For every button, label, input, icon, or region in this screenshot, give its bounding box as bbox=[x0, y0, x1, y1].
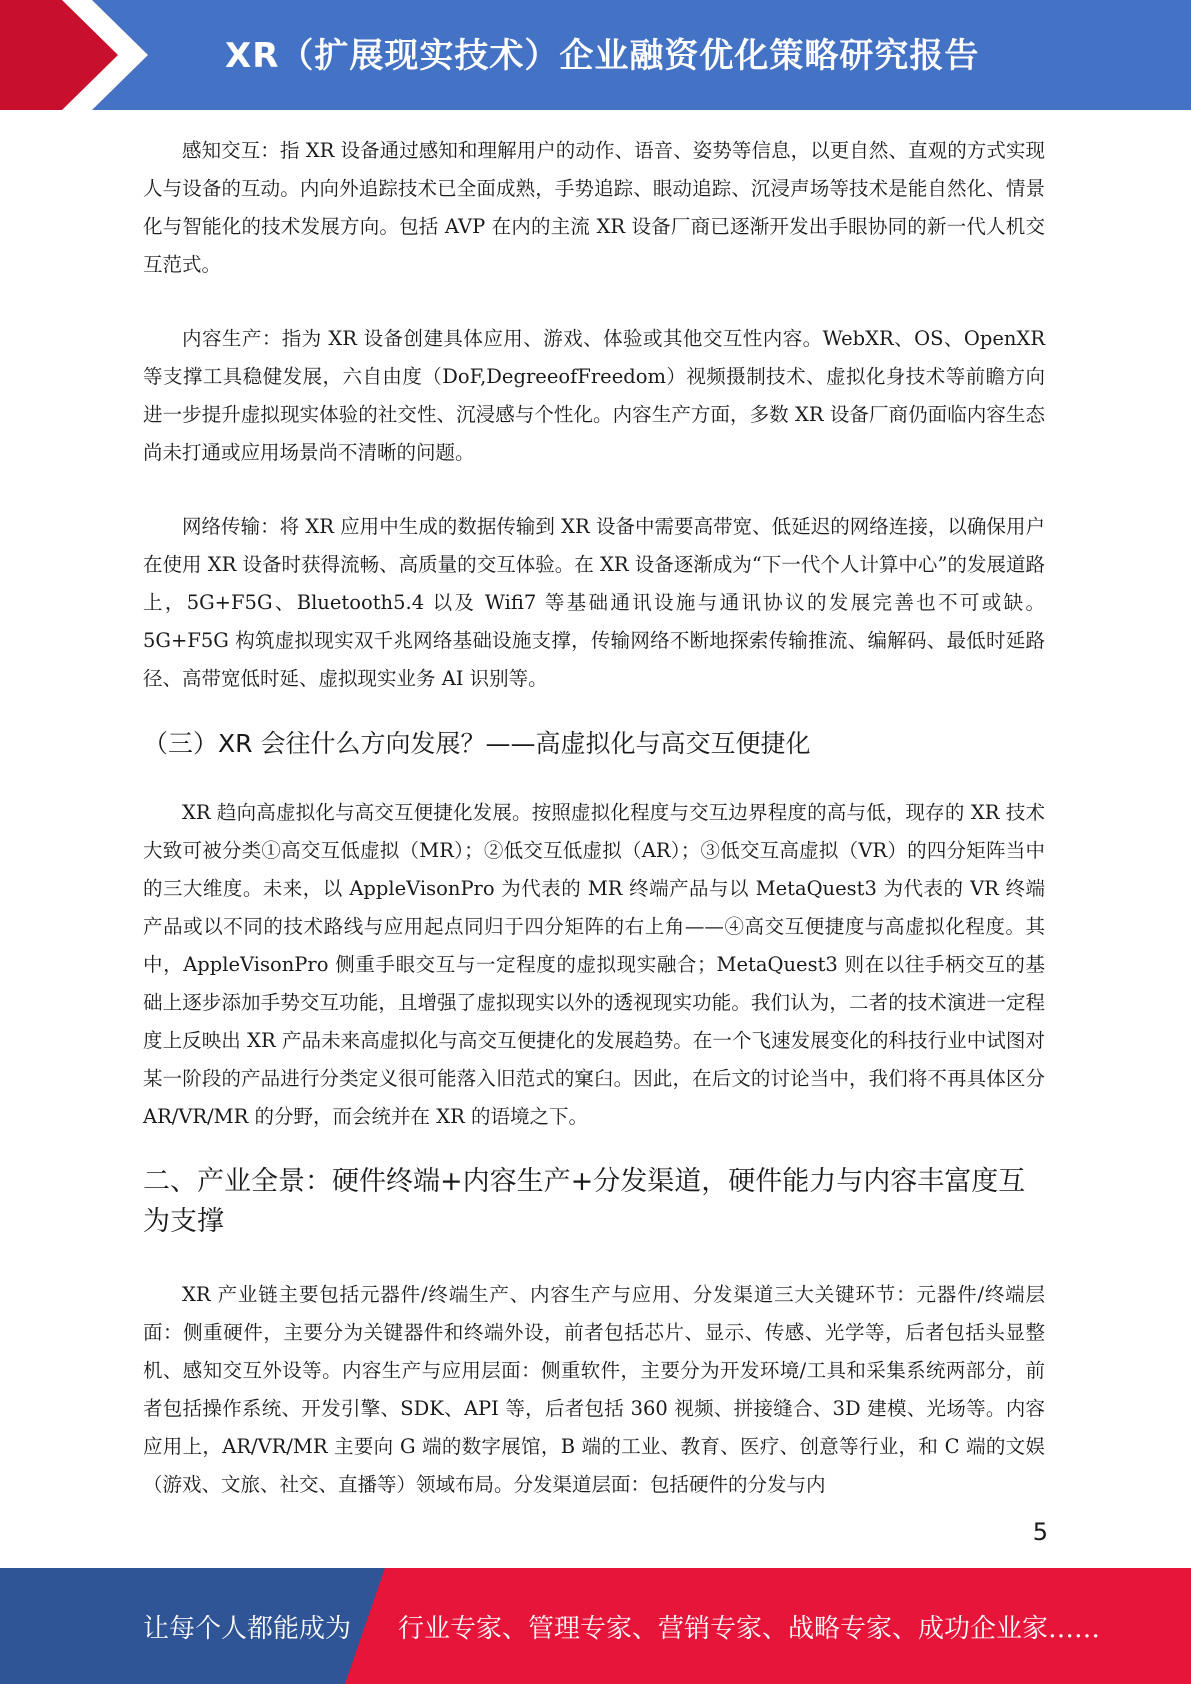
page-header bbox=[0, 0, 1191, 110]
paragraph-content-production: 内容生产：指为 XR 设备创建具体应用、游戏、体验或其他交互性内容。WebXR、OS、OpenXR 等支撑工具稳健发展，六自由度（DoF,DegreeofFreedom）视频摄制技术、虚拟化身技术等前瞻方向进一步提升虚拟现实体验的社交性、沉浸感与个性化。内容生产方面，多数 XR 设备厂商仍面临内容生态尚未打通或应用场景尚不清晰的问题。 bbox=[143, 327, 1045, 464]
report-title: XR（扩展现实技术）企业融资优化策略研究报告 bbox=[225, 36, 980, 76]
footer-slogan-left: 让每个人都能成为 bbox=[143, 1614, 352, 1644]
paragraph-xr-trend: XR 趋向高虚拟化与高交互便捷化发展。按照虚拟化程度与交互边界程度的高与低，现存的 XR 技术大致可被分类①高交互低虚拟（MR）；②低交互低虚拟（AR）；③低交互高虚拟（VR）的四分矩阵当中的三大维度。未来，以 AppleVisonPro 为代表的 MR 终端产品与以 MetaQuest3 为代表的 VR 终端产品或以不同的技术路线与应用起点同归于四分矩阵的右上角——④高交互便捷度与高虚拟化程度。其中，AppleVisonPro 侧重手眼交互与一定程度的虚拟现实融合；MetaQuest3 则在以往手柄交互的基础上逐步添加手势交互功能，且增强了虚拟现实以外的透视现实功能。我们认为，二者的技术演进一定程度上反映出 XR 产品未来高虚拟化与高交互便捷化的发展趋势。在一个飞速发展变化的科技行业中试图对某一阶段的产品进行分类定义很可能落入旧范式的窠臼。因此，在后文的讨论当中，我们将不再具体区分 AR/VR/MR 的分野，而会统并在 XR 的语境之下。 bbox=[143, 801, 1045, 1128]
paragraph-perception-interaction: 感知交互：指 XR 设备通过感知和理解用户的动作、语音、姿势等信息，以更自然、直观的方式实现人与设备的互动。内向外追踪技术已全面成熟，手势追踪、眼动追踪、沉浸声场等技术是能自然化、情景化与智能化的技术发展方向。包括 AVP 在内的主流 XR 设备厂商已逐渐开发出手眼协同的新一代人机交互范式。 bbox=[143, 139, 1045, 276]
paragraph-network-transmission: 网络传输：将 XR 应用中生成的数据传输到 XR 设备中需要高带宽、低延迟的网络连接，以确保用户在使用 XR 设备时获得流畅、高质量的交互体验。在 XR 设备逐渐成为“下一代个人计算中心”的发展道路上，5G+F5G、Bluetooth5.4 以及 Wifi7 等基础通讯设施与通讯协议的发展完善也不可或缺。5G+F5G 构筑虚拟现实双千兆网络基础设施支撑，传输网络不断地探索传输推流、编解码、最低时延路径、高带宽低时延、虚拟现实业务 AI 识别等。 bbox=[143, 515, 1045, 690]
page-content bbox=[143, 132, 1045, 1540]
page-footer bbox=[0, 1568, 1191, 1684]
page-number: 5 bbox=[1032, 1518, 1048, 1546]
footer-slogan-right: 行业专家、管理专家、营销专家、战略专家、成功企业家…… bbox=[398, 1614, 1101, 1644]
section-heading-industry-overview: 二、产业全景：硬件终端+内容生产+分发渠道，硬件能力与内容丰富度互为支撑 bbox=[143, 1166, 1026, 1237]
paragraph-industry-chain: XR 产业链主要包括元器件/终端生产、内容生产与应用、分发渠道三大关键环节：元器件/终端层面：侧重硬件，主要分为关键器件和终端外设，前者包括芯片、显示、传感、光学等，后者包括头显整机、感知交互外设等。内容生产与应用层面：侧重软件，主要分为开发环境/工具和采集系统两部分，前者包括操作系统、开发引擎、SDK、API 等，后者包括 360 视频、拼接缝合、3D 建模、光场等。内容应用上，AR/VR/MR 主要向 G 端的数字展馆，B 端的工业、教育、医疗、创意等行业，和 C 端的文娱（游戏、文旅、社交、直播等）领域布局。分发渠道层面：包括硬件的分发与内 bbox=[143, 1283, 1045, 1496]
section-heading-xr-direction: （三）XR 会往什么方向发展？——高虚拟化与高交互便捷化 bbox=[143, 729, 811, 758]
